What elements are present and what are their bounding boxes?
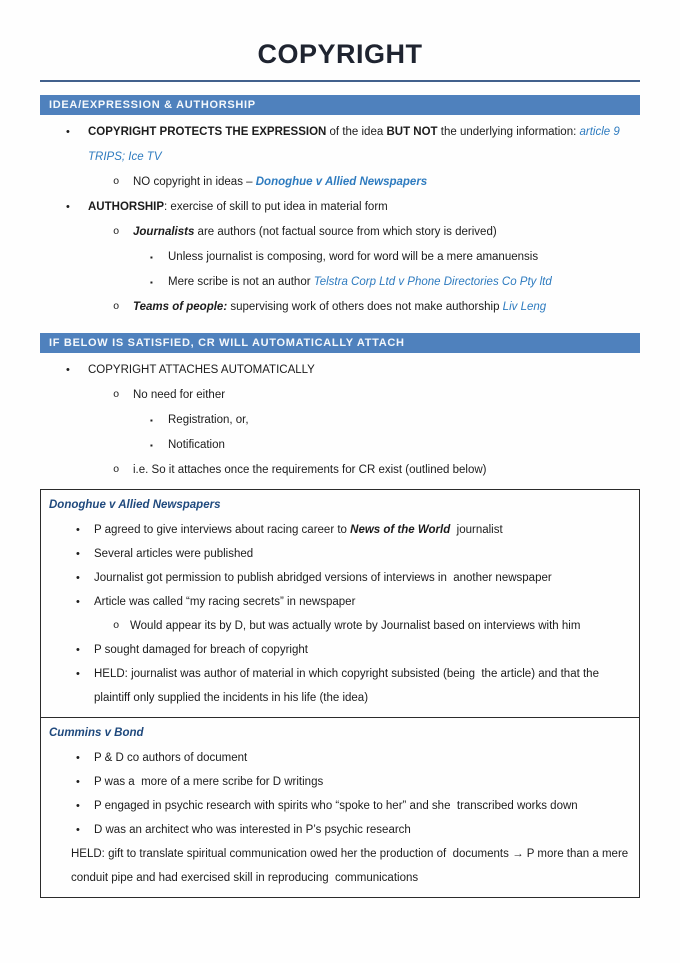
section-header <box>40 95 640 115</box>
case-box <box>40 489 640 718</box>
text-run: Telstra Corp Ltd v Phone Directories Co Pty ltd <box>313 276 552 288</box>
bullet-marker: • <box>76 800 80 812</box>
text-run: HELD: gift to translate spiritual communication owed her the production of documents <box>71 848 513 860</box>
case-held-paragraph <box>49 842 631 890</box>
text-run: P more than a mere conduit pipe and had exercised skill in reproducing communications <box>71 848 629 884</box>
text-run: Would appear its by D, but was actually wrote by Journalist based on interviews with him <box>130 620 581 632</box>
list-item <box>40 295 640 320</box>
bullet-marker: ▪ <box>150 253 153 262</box>
list-item-text <box>133 458 640 483</box>
text-run: P & D co authors of document <box>94 752 248 764</box>
text-run: Liv Leng <box>502 301 547 313</box>
list-item-text <box>94 746 631 770</box>
list-item-text <box>94 662 631 710</box>
list-item <box>40 195 640 220</box>
list-item-text <box>94 794 631 818</box>
list-item-text <box>133 170 640 195</box>
text-run: NO copyright in ideas – <box>133 176 256 188</box>
bullet-marker: o <box>113 464 120 476</box>
text-run: i.e. So it attaches once the requirements for CR exist (outlined below) <box>133 464 487 476</box>
list-item <box>49 818 631 842</box>
page-title: COPYRIGHT <box>257 39 423 69</box>
bullet-list <box>0 120 680 320</box>
list-item <box>40 383 640 408</box>
list-item <box>49 614 631 638</box>
list-item-text <box>168 433 640 458</box>
text-run: Journalists <box>133 226 195 238</box>
bullet-marker: o <box>113 226 120 238</box>
bullet-marker: • <box>66 364 70 376</box>
text-run: Several articles were published <box>94 548 254 560</box>
list-item <box>40 270 640 295</box>
text-run: P engaged in psychic research with spirits who “spoke to her” and she transcribed works down <box>94 800 578 812</box>
text-run: of the idea <box>326 126 387 138</box>
list-item-text <box>133 383 640 408</box>
case-box <box>40 718 640 898</box>
bullet-marker: • <box>66 201 70 213</box>
section-header-label: IF BELOW IS SATISFIED, CR WILL AUTOMATICALLY ATTACH <box>49 337 405 349</box>
text-run: P was a more of a mere scribe for D writings <box>94 776 324 788</box>
list-item <box>40 245 640 270</box>
list-item <box>49 794 631 818</box>
list-item-text <box>94 770 631 794</box>
bullet-marker: • <box>66 126 70 138</box>
list-item-text <box>94 542 631 566</box>
text-run: AUTHORSHIP <box>88 201 165 213</box>
text-run: Journalist got permission to publish abridged versions of interviews in another newspaper <box>94 572 552 584</box>
list-item <box>40 170 640 195</box>
list-item-text <box>94 818 631 842</box>
text-run: Unless journalist is composing, word for word will be a mere amanuensis <box>168 251 539 263</box>
bullet-marker: • <box>76 644 80 656</box>
list-item <box>49 518 631 542</box>
text-run: HELD: journalist was author of material in which copyright subsisted (being the article) and that the plaintiff only supplied the incidents in his life (the idea) <box>94 668 599 704</box>
list-item-text <box>168 270 640 295</box>
bullet-marker: ▪ <box>150 416 153 425</box>
list-item <box>49 638 631 662</box>
bullet-marker: o <box>113 389 120 401</box>
list-item <box>49 542 631 566</box>
list-item-text <box>133 295 640 320</box>
bullet-list <box>0 358 680 483</box>
list-item <box>49 566 631 590</box>
text-run: the underlying information: <box>437 126 580 138</box>
bullet-marker: ▪ <box>150 441 153 450</box>
list-item-text <box>133 220 640 245</box>
bullet-marker: • <box>76 824 80 836</box>
text-run: Article was called “my racing secrets” in newspaper <box>94 596 356 608</box>
list-item-text <box>88 358 640 383</box>
list-item <box>49 746 631 770</box>
list-item-text <box>94 590 631 614</box>
list-item <box>40 358 640 383</box>
text-run: supervising work of others does not make authorship <box>227 301 503 313</box>
bullet-marker: • <box>76 548 80 560</box>
bullet-marker: • <box>76 524 80 536</box>
list-item-text <box>94 566 631 590</box>
case-title: Donoghue v Allied Newspapers <box>49 499 221 511</box>
text-run: → <box>512 848 524 860</box>
text-run: Teams of people: <box>133 301 228 313</box>
section-header-label: IDEA/EXPRESSION & AUTHORSHIP <box>49 99 256 111</box>
section-header <box>40 333 640 353</box>
bullet-marker: • <box>76 572 80 584</box>
bullet-marker: o <box>113 176 120 188</box>
bullet-marker: • <box>76 668 80 680</box>
text-run: Donoghue v Allied Newspapers <box>255 176 428 188</box>
bullet-marker: o <box>113 620 120 632</box>
list-item-text <box>168 245 640 270</box>
title-rule <box>40 80 640 82</box>
text-run: : exercise of skill to put idea in material form <box>164 201 388 213</box>
text-run: Notification <box>168 439 225 451</box>
text-run: article 9 TRIPS; Ice TV <box>88 126 620 163</box>
list-item-text <box>94 518 631 542</box>
bullet-marker: ▪ <box>150 278 153 287</box>
list-item <box>40 120 640 170</box>
list-item-text <box>88 195 640 220</box>
text-run: Registration, or, <box>168 414 249 426</box>
text-run: journalist <box>450 524 503 536</box>
text-run: Mere scribe is not an author <box>168 276 314 288</box>
text-run: COPYRIGHT ATTACHES AUTOMATICALLY <box>88 364 315 376</box>
document-body <box>0 95 680 898</box>
bullet-marker: • <box>76 596 80 608</box>
text-run: BUT NOT <box>386 126 438 138</box>
bullet-marker: • <box>76 752 80 764</box>
list-item <box>49 590 631 614</box>
list-item <box>40 408 640 433</box>
list-item <box>40 458 640 483</box>
text-run: News of the World <box>350 524 451 536</box>
text-run: P agreed to give interviews about racing career to <box>94 524 351 536</box>
text-run: P sought damaged for breach of copyright <box>94 644 308 656</box>
list-item <box>40 220 640 245</box>
text-run: No need for either <box>133 389 226 401</box>
list-item-text <box>168 408 640 433</box>
list-item <box>49 662 631 710</box>
bullet-marker: • <box>76 776 80 788</box>
text-run: COPYRIGHT PROTECTS THE EXPRESSION <box>88 126 327 138</box>
text-run: D was an architect who was interested in P’s psychic research <box>94 824 411 836</box>
bullet-marker: o <box>113 301 120 313</box>
text-run: are authors (not factual source from which story is derived) <box>194 226 497 238</box>
case-title: Cummins v Bond <box>49 727 144 739</box>
list-item <box>40 433 640 458</box>
list-item-text <box>88 120 640 170</box>
list-item-text <box>130 614 631 638</box>
list-item-text <box>94 638 631 662</box>
list-item <box>49 770 631 794</box>
